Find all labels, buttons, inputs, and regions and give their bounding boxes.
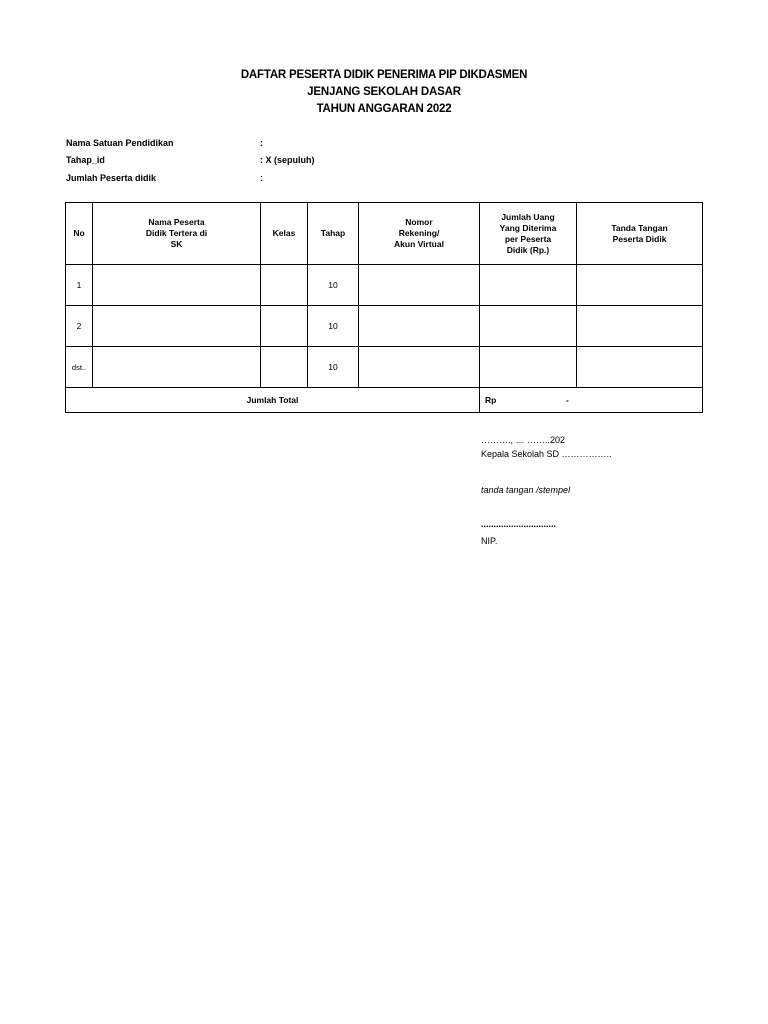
header-rekening-line-3: Akun Virtual bbox=[394, 239, 444, 249]
signature-date: ………., … ……..202 bbox=[481, 435, 566, 445]
cell-tahap: 10 bbox=[308, 347, 359, 388]
table-row bbox=[66, 347, 703, 388]
info-value-school: : bbox=[260, 138, 263, 148]
info-value-stage: : X (sepuluh) bbox=[260, 155, 315, 165]
header-nama-line-2: Didik Tertera di bbox=[145, 228, 208, 238]
signature-line: .............................. bbox=[481, 519, 557, 529]
header-tahap: Tahap bbox=[308, 203, 359, 265]
cell-nama bbox=[93, 306, 261, 347]
total-row bbox=[66, 388, 703, 413]
cell-jumlah bbox=[480, 347, 577, 388]
cell-nama bbox=[93, 347, 261, 388]
cell-no: dst.. bbox=[66, 347, 93, 388]
table-header-row bbox=[66, 203, 703, 265]
info-label-stage: Tahap_id bbox=[66, 155, 105, 165]
total-value: - bbox=[566, 395, 569, 405]
header-rekening-line-2: Rekening/ bbox=[398, 228, 440, 238]
signature-nip: NIP. bbox=[481, 536, 498, 546]
header-tanda bbox=[577, 203, 703, 265]
cell-jumlah bbox=[480, 306, 577, 347]
table-row bbox=[66, 306, 703, 347]
header-rekening bbox=[359, 203, 480, 265]
cell-rekening bbox=[359, 265, 480, 306]
total-amount bbox=[480, 388, 703, 413]
cell-rekening bbox=[359, 347, 480, 388]
cell-nama bbox=[93, 265, 261, 306]
cell-rekening bbox=[359, 306, 480, 347]
header-tanda-line-1: Tanda Tangan bbox=[611, 222, 668, 233]
cell-tanda bbox=[577, 265, 703, 306]
signature-note: tanda tangan /stempel bbox=[481, 485, 571, 495]
header-nama-line-3: SK bbox=[170, 239, 183, 249]
cell-tahap: 10 bbox=[308, 265, 359, 306]
info-label-count: Jumlah Peserta didik bbox=[66, 173, 157, 183]
recipient-table bbox=[65, 202, 703, 413]
cell-no: 1 bbox=[66, 265, 93, 306]
title-line-2: JENJANG SEKOLAH DASAR bbox=[307, 86, 461, 98]
table-row bbox=[66, 265, 703, 306]
header-tanda-line-2: Peserta Didik bbox=[612, 233, 667, 244]
signature-role: Kepala Sekolah SD …………….. bbox=[481, 449, 612, 459]
title-line-3: TAHUN ANGGARAN 2022 bbox=[316, 103, 452, 115]
header-jumlah-line-2: Yang Diterima bbox=[499, 222, 557, 233]
cell-kelas bbox=[261, 306, 308, 347]
header-jumlah-line-4: Didik (Rp.) bbox=[506, 244, 550, 255]
cell-kelas bbox=[261, 347, 308, 388]
header-nama bbox=[93, 203, 261, 265]
cell-no: 2 bbox=[66, 306, 93, 347]
header-kelas: Kelas bbox=[261, 203, 308, 265]
cell-jumlah bbox=[480, 265, 577, 306]
header-jumlah-line-1: Jumlah Uang bbox=[501, 211, 555, 222]
title-line-1: DAFTAR PESERTA DIDIK PENERIMA PIP DIKDASMEN bbox=[240, 69, 528, 81]
header-rekening-line-1: Nomor bbox=[405, 217, 433, 227]
cell-tanda bbox=[577, 306, 703, 347]
cell-kelas bbox=[261, 265, 308, 306]
cell-tahap: 10 bbox=[308, 306, 359, 347]
total-rp-label: Rp bbox=[485, 395, 497, 405]
info-value-count: : bbox=[260, 173, 263, 183]
header-jumlah bbox=[480, 203, 577, 265]
total-label: Jumlah Total bbox=[66, 388, 480, 413]
header-nama-line-1: Nama Peserta bbox=[148, 217, 205, 227]
cell-tanda bbox=[577, 347, 703, 388]
header-no: No bbox=[66, 203, 93, 265]
header-jumlah-line-3: per Peserta bbox=[504, 233, 552, 244]
info-label-school: Nama Satuan Pendidikan bbox=[66, 138, 174, 148]
